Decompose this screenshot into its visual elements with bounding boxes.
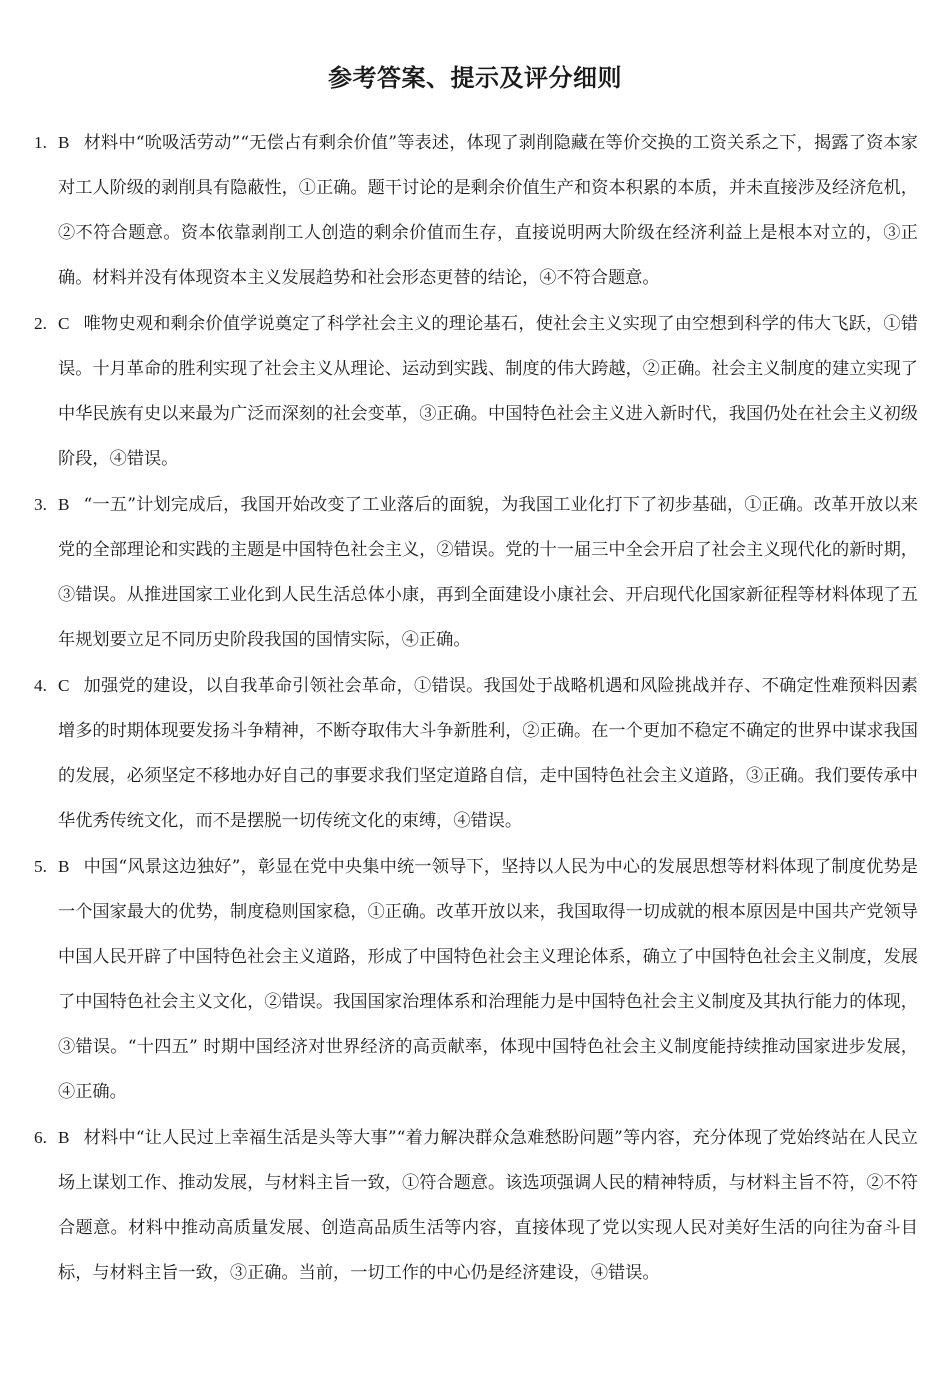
answer-choice: B: [58, 495, 70, 514]
explanation-text: 唯物史观和剩余价值学说奠定了科学社会主义的理论基石，使社会主义实现了由空想到科学的伟大飞跃，①错误。十月革命的胜利实现了社会主义从理论、运动到实践、制度的伟大跨越，②正确。社会主义制度的建立实现了中华民族有史以来最为广泛而深刻的社会变革，③正确。中国特色社会主义进入新时代，我国仍处在社会主义初级阶段，④错误。: [58, 314, 918, 469]
question-number: 6.: [34, 1128, 47, 1147]
explanation-text: “一五”计划完成后，我国开始改变了工业落后的面貌，为我国工业化打下了初步基础，①正确。改革开放以来党的全部理论和实践的主题是中国特色社会主义，②错误。党的十一届三中全会开启了社会主义现代化的新时期，③错误。从推进国家工业化到人民生活总体小康，再到全面建设小康社会、开启现代化国家新征程等材料体现了五年规划要立足不同历史阶段我国的国情实际，④正确。: [58, 495, 918, 650]
question-number: 3.: [34, 495, 47, 514]
page-title: 参考答案、提示及评分细则: [328, 64, 622, 92]
answer-item-4: [34, 663, 918, 844]
answer-item-1: [34, 120, 918, 301]
explanation-text: 材料中“吮吸活劳动”“无偿占有剩余价值”等表述，体现了剥削隐藏在等价交换的工资关系之下，揭露了资本家对工人阶级的剥削具有隐蔽性，①正确。题干讨论的是剩余价值生产和资本积累的本质，并未直接涉及经济危机，②不符合题意。资本依靠剥削工人创造的剩余价值而生存，直接说明两大阶级在经济利益上是根本对立的，③正确。材料并没有体现资本主义发展趋势和社会形态更替的结论，④不符合题意。: [58, 133, 918, 288]
explanation-text: 材料中“让人民过上幸福生活是头等大事”“着力解决群众急难愁盼问题”等内容，充分体现了党始终站在人民立场上谋划工作、推动发展，与材料主旨一致，①符合题意。该选项强调人民的精神特质，与材料主旨不符，②不符合题意。材料中推动高质量发展、创造高品质生活等内容，直接体现了党以实现人民对美好生活的向往为奋斗目标，与材料主旨一致，③正确。当前，一切工作的中心仍是经济建设，④错误。: [58, 1128, 918, 1283]
answer-item-6: [34, 1115, 918, 1296]
answer-choice: B: [58, 857, 70, 876]
answer-choice: C: [58, 314, 70, 333]
answer-item-3: [34, 482, 918, 663]
answer-item-2: [34, 301, 918, 482]
answer-choice: B: [58, 1128, 70, 1147]
explanation-text: 加强党的建设，以自我革命引领社会革命，①错误。我国处于战略机遇和风险挑战并存、不确定性难预料因素增多的时期体现要发扬斗争精神，不断夺取伟大斗争新胜利，②正确。在一个更加不稳定不确定的世界中谋求我国的发展，必须坚定不移地办好自己的事要求我们坚定道路自信，走中国特色社会主义道路，③正确。我们要传承中华优秀传统文化，而不是摆脱一切传统文化的束缚，④错误。: [58, 676, 918, 831]
answer-choice: B: [58, 133, 70, 152]
answer-item-5: [34, 844, 918, 1115]
question-number: 4.: [34, 676, 47, 695]
question-number: 5.: [34, 857, 47, 876]
answer-choice: C: [58, 676, 70, 695]
question-number: 2.: [34, 314, 47, 333]
explanation-text: 中国“风景这边独好”，彰显在党中央集中统一领导下，坚持以人民为中心的发展思想等材料体现了制度优势是一个国家最大的优势，制度稳则国家稳，①正确。改革开放以来，我国取得一切成就的根本原因是中国共产党领导中国人民开辟了中国特色社会主义道路，形成了中国特色社会主义理论体系，确立了中国特色社会主义制度，发展了中国特色社会主义文化，②错误。我国国家治理体系和治理能力是中国特色社会主义制度及其执行能力的体现，③错误。“十四五” 时期中国经济对世界经济的高贡献率，体现中国特色社会主义制度能持续推动国家进步发展，④正确。: [58, 857, 918, 1102]
question-number: 1.: [34, 133, 47, 152]
answer-list: [34, 120, 918, 1316]
